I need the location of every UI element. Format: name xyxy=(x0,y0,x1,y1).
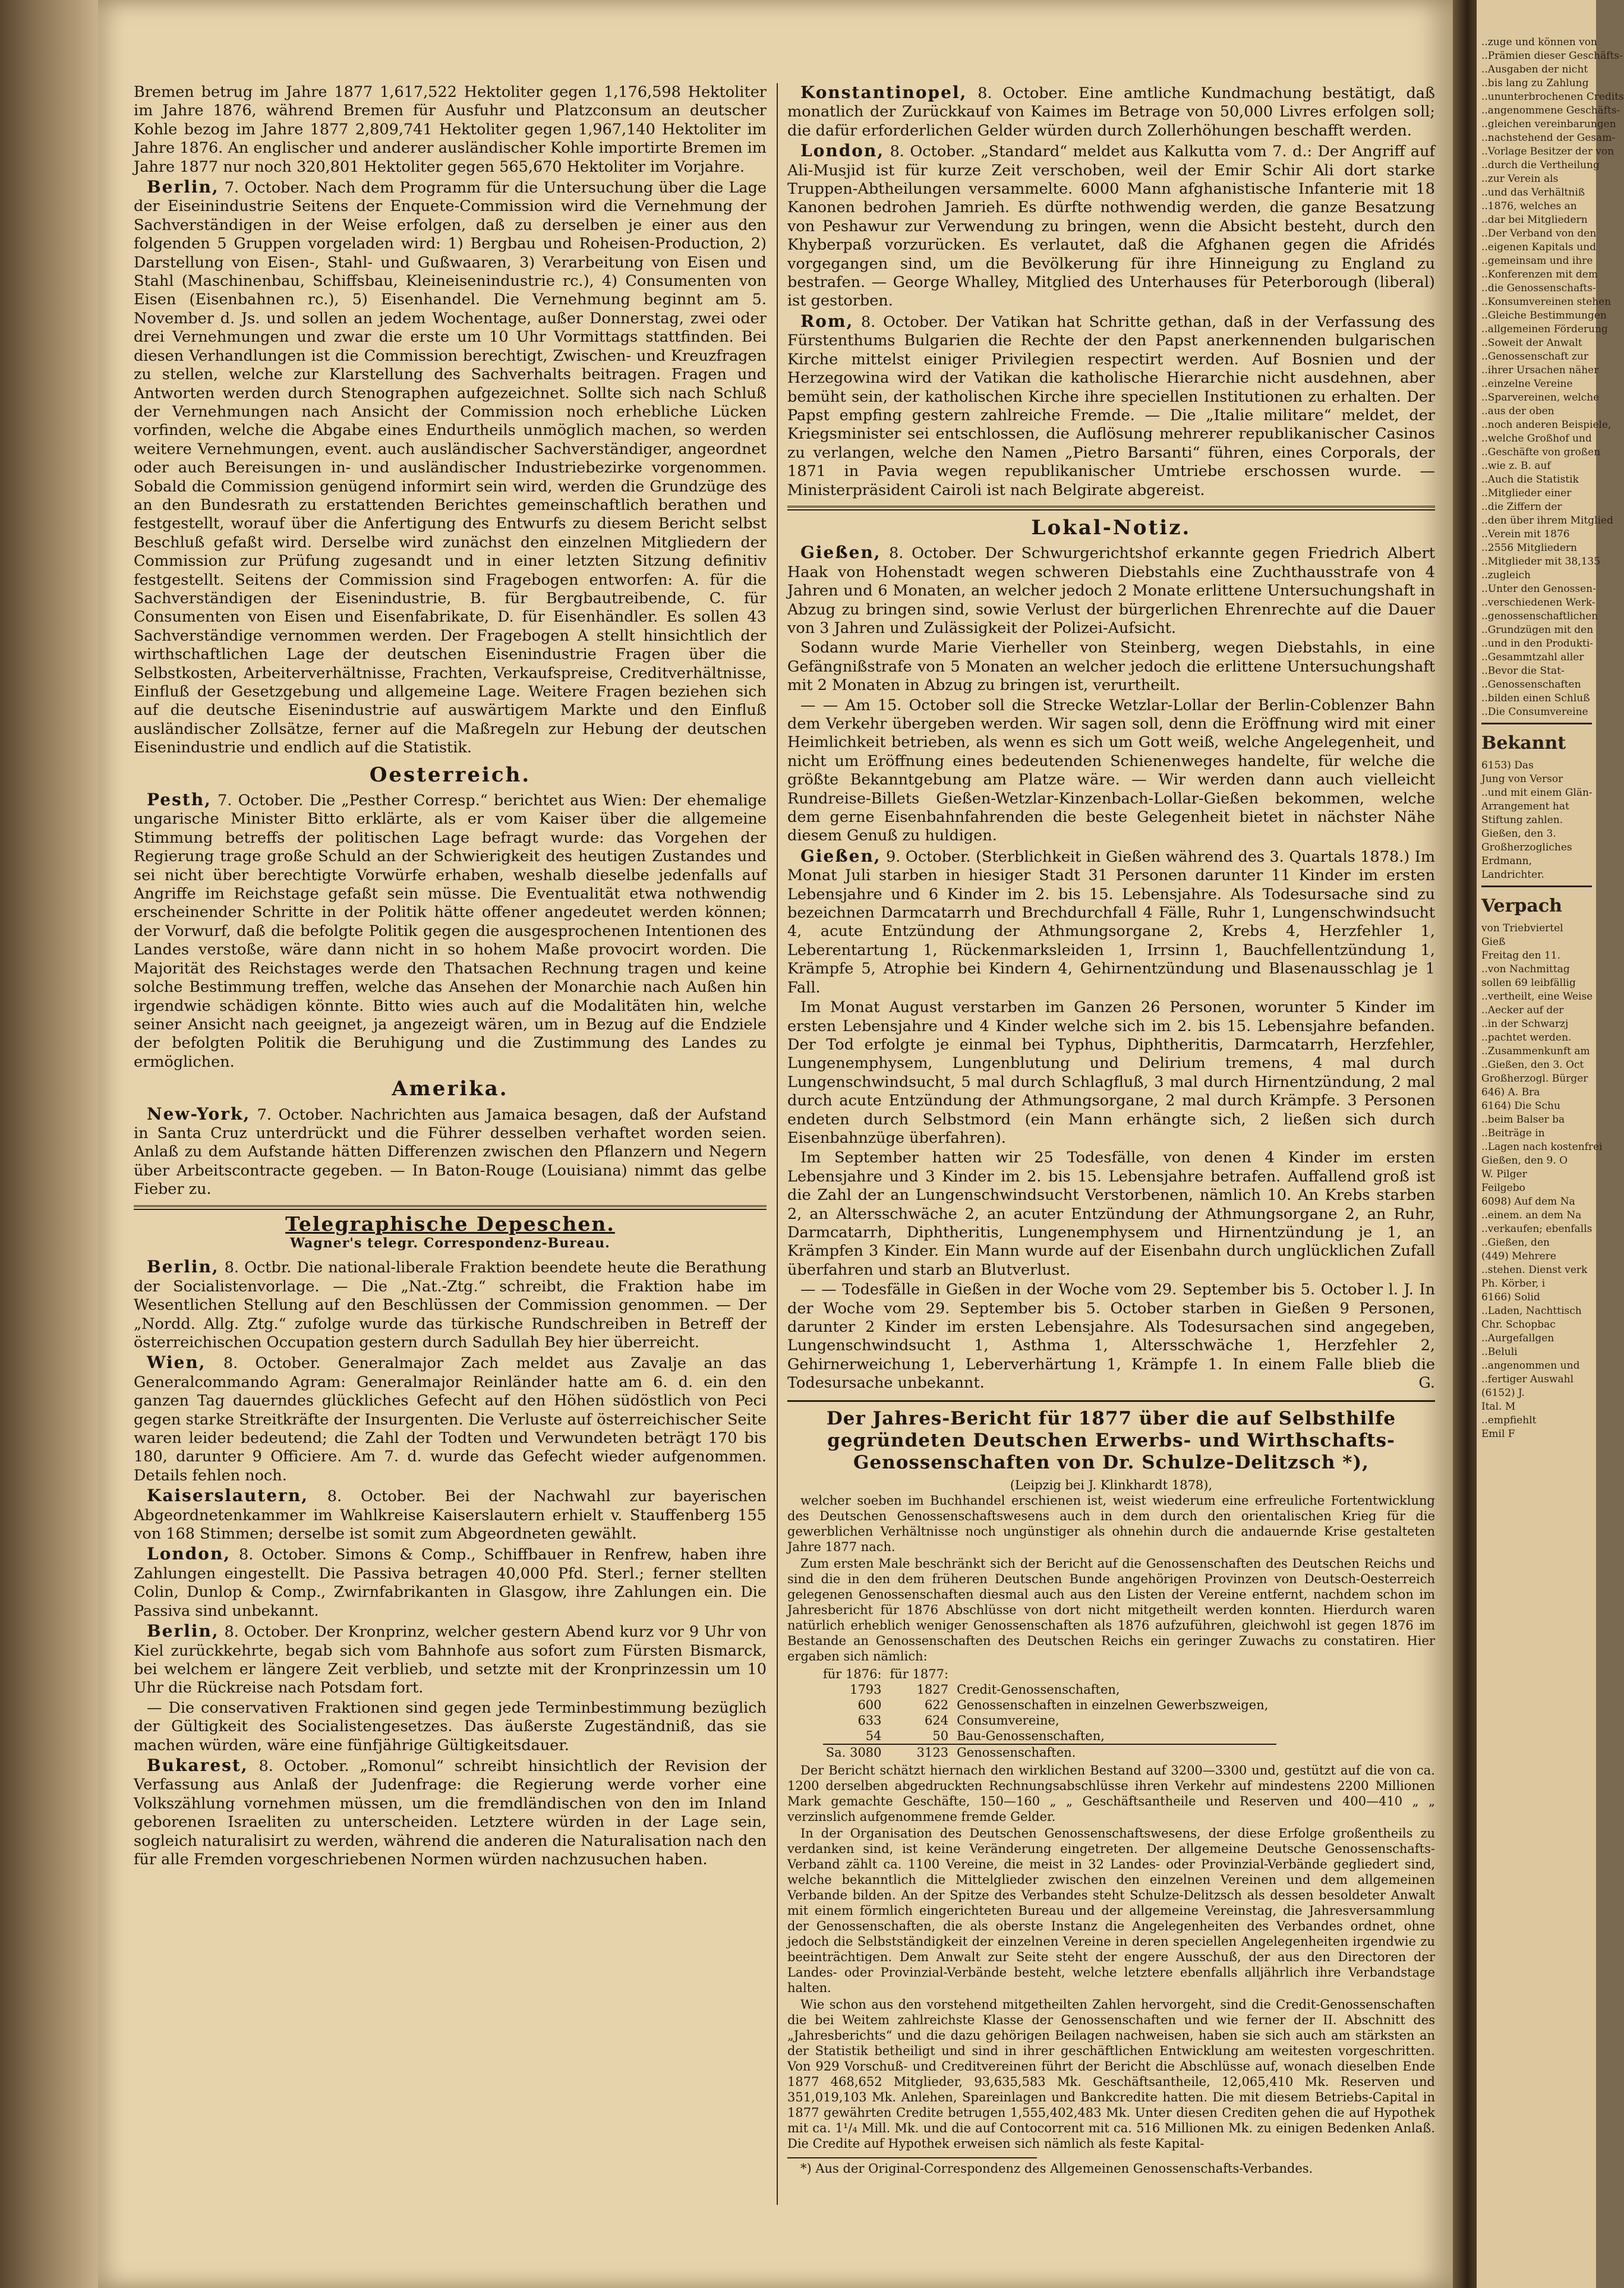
adjacent-text-line: ..Verein mit 1876 xyxy=(1481,528,1570,540)
adjacent-text-line: ..Genossenschaft zur xyxy=(1481,351,1588,363)
section-heading-amerika: Amerika. xyxy=(392,1077,509,1101)
article-text: 8. October. „Standard“ meldet aus Kalkutta vom 7. d.: Der Angriff auf Ali-Musjid ist für kurze Zeit verschoben, weil der Emir Schir Ali dort starke Truppen-Abtheilungen versammelte. 6000 Mann afghanistische Infanterie mit 18 Kanonen bedrohen Jamrieh. Es dürfte nothwendig werden, die ganze Besatzung von Peshawur zur Verwendung zu bringen, wenn die Absicht besteht, durch den Khyberpaß vorzurücken. Es verlautet, daß die Afghanen gegen die Afridés vorgegangen sind, um die Bevölkerung für ihre Hinneigung zu England zu bestrafen. — George Whalley, Mitglied des Unterhauses für Peterborough (liberal) ist gestorben. xyxy=(787,143,1435,310)
adjacent-text-line: ..Konsumvereinen stehen xyxy=(1481,296,1612,308)
adjacent-text-line: ..einzelne Vereine xyxy=(1481,378,1573,390)
article-text: 8. October. Bei der Nachwahl zur bayerischen Abgeordnetenkammer im Wahlkreise Kaiserslautern erhielt v. Stauffenberg 155 von 168 Stimmen; derselbe ist somit zum Abgeordneten gewählt. xyxy=(134,1487,767,1543)
jahresbericht-paragraph-5: Wie schon aus den vorstehend mitgetheilten Zahlen hervorgeht, sind die Credit-Genossenschaften die bei Weitem zahlreichste Klasse der Genossenschaften und wie ferner der II. Abschnitt des „Jahresberichts“ und die dazu gehörigen Beilagen nachweisen, haben sie sich auch am stärksten an der Statistik betheiligt und sind in ihrer geschäftlichen Entwicklung am weitesten vorgeschritten. Von 929 Vorschuß- und Creditvereinen führt der Bericht die Abschlüsse auf, wonach dieselben Ende 1877 468,652 Mitglieder, 93,635,583 Mk. Geschäftsantheile, 12,065,410 Mk. Reserven und 351,019,103 Mk. Anlehen, Spareinlagen und Bankcredite hatten. Die mit diesem Betriebs-Capital in 1877 gewährten Credite betrugen 1,555,402,483 Mk. Unter diesen Crediten gehen die auf Hypothek mit ca. 1¹/₄ Mill. Mk. und die auf Contocorrent mit ca. 516 Millionen Mk. zu einigen Bedenken Anlaß. Die Credite auf Hypothek erweisen sich nämlich als feste Kapital- xyxy=(787,1997,1435,2151)
adjacent-text-line: ..bis lang zu Zahlung xyxy=(1481,77,1589,89)
dateline: Gießen, xyxy=(800,846,881,866)
table-row xyxy=(823,1713,1276,1728)
section-rule xyxy=(787,1400,1435,1402)
adjacent-text-line: ..in der Schwarzj xyxy=(1481,1018,1569,1030)
adjacent-page-column xyxy=(1481,36,1624,1441)
adjacent-text-line: Großherzogl. Bürger xyxy=(1481,1073,1588,1085)
article-text: 8. October. „Romonul“ schreibt hinsichtlich der Revision der Verfassung aus Anlaß der Judenfrage: die Regierung werde vorher eine Volkszählung vornehmen müssen, um die fremdländischen von den im Inland geborenen Israeliten zu unterscheiden. Letztere würden in der Lage sein, sogleich naturalisirt zu werden, während die anderen die Naturalisation nach den für alle Fremden vorgeschriebenen Normen würden nachzusuchen haben. xyxy=(134,1757,767,1868)
adjacent-text-line: ..Vorlage Besitzer der von xyxy=(1481,146,1614,157)
dateline: Wien, xyxy=(147,1353,206,1373)
adjacent-text-line: (6152) J. xyxy=(1481,1387,1525,1399)
table-row xyxy=(823,1728,1276,1744)
jahresbericht-paragraph-2: Zum ersten Male beschränkt sich der Bericht auf die Genossenschaften des Deutschen Reichs und sind die in den dem früheren Deutschen Bunde angehörigen Provinzen von Deutsch-Oesterreich gelegenen Genossenschaften diesmal auch aus den Listen der Vereine entfernt, nachdem schon im Jahresbericht für 1876 Abschlüsse von dort nicht mitgetheilt werden konnten. Hierdurch waren natürlich erheblich weniger Genossenschaften als 1876 aufzuführen, gleichwohl ist gegen 1876 im Bestande an Genossenschaften des Deutschen Reichs ein geringer Zuwachs zu constatiren. Hier ergaben sich nämlich: xyxy=(787,1556,1435,1663)
adjacent-text-line: ..Konferenzen mit dem xyxy=(1481,269,1598,281)
adjacent-text-line: ..2556 Mitgliedern xyxy=(1481,542,1577,554)
adjacent-text-line: 6098) Auf dem Na xyxy=(1481,1196,1575,1208)
table-cell: 1827 xyxy=(916,1682,949,1697)
adjacent-text-line: ..Beluli xyxy=(1481,1346,1518,1358)
adjacent-rule xyxy=(1481,723,1592,728)
table-cell: Genossenschaften. xyxy=(957,1744,1276,1760)
jahresbericht-paragraph-1: welcher soeben im Buchhandel erschienen ist, weist wiederum eine erfreuliche Fortentwicklung des Deutschen Genossenschaftswesens auch in dem durch den orientalischen Krieg für die gewerblichen Verhältnisse noch ungünstiger als ohnehin durch die andauernde Krise gestalteten Jahre 1877 nach. xyxy=(787,1493,1435,1554)
adjacent-text-line: ..gleichen vereinbarungen xyxy=(1481,118,1616,130)
dateline: London, xyxy=(147,1544,231,1564)
adjacent-text-line: ..von Nachmittag xyxy=(1481,963,1570,975)
section-heading-oesterreich: Oesterreich. xyxy=(369,762,531,787)
adjacent-text-line: ..ihrer Ursachen näher xyxy=(1481,364,1599,376)
adjacent-text-top xyxy=(1481,36,1624,719)
adjacent-text-line: ..nachstehend der Gesam- xyxy=(1481,132,1616,144)
adjacent-text-line: Gießen, den 9. O xyxy=(1481,1155,1568,1167)
adjacent-text-line: von Triebviertel xyxy=(1481,922,1563,934)
adjacent-text-line: 6153) Das xyxy=(1481,759,1534,771)
bremen-paragraph: Bremen betrug im Jahre 1877 1,617,522 Hektoliter gegen 1,176,598 Hektoliter im Jahre 1876, während Bremen für Ausfuhr und Platzconsum an deutscher Kohle bezog im Jahre 1877 2,809,741 Hektoliter gegen 1,967,140 Hektoliter im Jahre 1876. An englischer und anderer ausländischer Kohle importirte Bremen im Jahre 1877 nur noch 320,801 Hektoliter gegen 565,670 Hektoliter im Vorjahre. xyxy=(134,83,767,176)
adjacent-text-line: sollen 69 leibfällig xyxy=(1481,977,1576,989)
section-heading-lokal: Lokal-Notiz. xyxy=(1031,515,1191,540)
table-cell: Bau-Genossenschaften, xyxy=(957,1728,1105,1743)
jahresbericht-title: Der Jahres-Bericht für 1877 über die auf Selbsthilfe gegründeten Deutschen Erwerbs- und Wirthschafts-Genossenschaften von Dr. Schulze-Delitzsch *), xyxy=(826,1407,1396,1473)
adjacent-text-line: ..zur Verein als xyxy=(1481,173,1559,185)
book-binding-edge xyxy=(0,0,98,2288)
adjacent-text-line: ..wie z. B. auf xyxy=(1481,460,1551,472)
article-text: — — Todesfälle in Gießen in der Woche vom 29. September bis 5. October l. J. In der Woche vom 29. September bis 5. October starben in Gießen 9 Personen, darunter 2 Kinder im ersten Lebensjahre. Als Todesursachen sind angegeben, Lungenschwindsucht 1, Asthma 1, Altersschwäche 1, Herzfehler 2, Gehirnerweichung 1, Leberverhärtung 1, Krämpfe 1. In einem Falle blieb die Todesursache unbekannt. xyxy=(787,1281,1435,1392)
adjacent-text-line: Landrichter. xyxy=(1481,869,1544,881)
adjacent-text-line: ..Beiträge in xyxy=(1481,1127,1545,1139)
adjacent-text-line: ..Gießen, den 3. Oct xyxy=(1481,1059,1584,1071)
adjacent-rule xyxy=(1481,885,1592,891)
giessen-mortality-week xyxy=(787,1281,1435,1392)
pesth-article xyxy=(134,790,767,1071)
telegraph-berlin-2 xyxy=(134,1622,767,1698)
adjacent-text-line: ..Gleiche Bestimmungen xyxy=(1481,310,1607,322)
telegraph-berlin-2-continued: — Die conservativen Fraktionen sind gegen jede Terminbestimmung bezüglich der Gültigkeit des Socialistengesetzes. Das äußerste Zugeständniß, das sie machen würden, wäre eine fünfjährige Gültigkeitsdauer. xyxy=(134,1698,767,1754)
adjacent-text-bottom xyxy=(1481,922,1603,1441)
dateline: Konstantinopel, xyxy=(800,83,967,102)
adjacent-text-line: ..Prämien dieser Geschäfts- xyxy=(1481,50,1623,62)
table-cell: Consumvereine, xyxy=(957,1713,1059,1728)
table-row xyxy=(823,1682,1276,1697)
article-text: 7. October. Die „Pesther Corresp.“ berichtet aus Wien: Der ehemalige ungarische Minister Bitto erklärte, als er vom Kaiser über die allgemeine Stimmung betreffs der politischen Lage befragt wurde: das Vorgehen der Regierung trage große Schuld an der Schwierigkeit des heutigen Zustandes und sei nicht über berechtigte Vorwürfe erhaben, weshalb dieselbe jedenfalls auf Angriffe im Reichstage gefaßt sein müsse. Die Eventualität etwa nothwendig erscheinender Schritte in der Politik hätte offener angedeutet werden können; der Vorwurf, daß die befolgte Politik gegen die ausgesprochenen Intentionen des Landes verstoße, wäre dann nicht in so hohem Maße provocirt worden. Die Majorität des Reichstages werde den Thatsachen Rechnung tragen und keine solche Bestimmung treffen, welche das Ansehen der Monarchie nach Außen hin irgendwie schädigen könnte. Bitto wies auch auf die Modalitäten hin, welche seiner Ansicht nach geeignet, ja angezeigt wären, um in Bezug auf die Endziele der befolgten Politik die Beruhigung und die Zustimmung des Landes zu ermöglichen. xyxy=(134,792,767,1071)
adjacent-text-line: ..Lagen nach kostenfrei xyxy=(1481,1141,1603,1153)
adjacent-text-line: ..und mit einem Glän- xyxy=(1481,787,1593,799)
berlin-article xyxy=(134,178,767,758)
column-divider xyxy=(777,83,778,2205)
giessen-court-article xyxy=(787,543,1435,638)
dateline: Rom, xyxy=(800,311,854,331)
jahresbericht-paragraph-3: Der Bericht schätzt hiernach den wirklichen Bestand auf 3200—3300 und, gestützt auf die von ca. 1200 derselben abgedruckten Rechnungsabschlüsse ihren Verkehr auf mindestens 2200 Millionen Mark gemachte Geschäfte, 150—160 „ „ Geschäftsantheile und Reserven und 400—410 „ „ verzinslich aufgenommene fremde Gelder. xyxy=(787,1763,1435,1824)
left-column xyxy=(134,83,767,2199)
adjacent-text-line: Ph. Körber, i xyxy=(1481,1278,1546,1290)
adjacent-text-line: ..Aurgefallgen xyxy=(1481,1332,1554,1344)
adjacent-text-line: Arrangement hat xyxy=(1481,801,1569,812)
adjacent-text-line: 6166) Solid xyxy=(1481,1291,1540,1303)
table-cell xyxy=(823,1744,890,1760)
section-heading-telegraph: Telegraphische Depeschen. xyxy=(285,1212,615,1236)
adjacent-text-line: ..Genossenschaften xyxy=(1481,679,1581,691)
adjacent-text-line: ..Der Verband von den xyxy=(1481,228,1597,239)
table-cell: 3123 xyxy=(890,1744,957,1760)
dateline: Berlin, xyxy=(147,1621,219,1641)
adjacent-text-line: Großherzogliches xyxy=(1481,842,1572,853)
giessen-railway-note: — — Am 15. October soll die Strecke Wetzlar-Lollar der Berlin-Coblenzer Bahn dem Verkehr übergeben werden. Wir sagen soll, denn die Eröffnung wird mit einer Heimlichkeit betrieben, als wenn es sich um Gott weiß, welche Angelegenheit, und nicht um Eröffnung eines bedeutenden Schienenweges handelte, für welche die größte Bekanntgebung am Platze wäre. — Wir werden dann auch vielleicht Rundreise-Billets Gießen-Wetzlar-Kinzenbach-Lollar-Gießen bekommen, welche dem gerne Eisenbahnfahrenden die beste Gelegenheit bietet in nächster Nähe diesem Genuß zu huldigen. xyxy=(787,696,1435,845)
telegraph-bureau-subheading: Wagner's telegr. Correspondenz-Bureau. xyxy=(290,1235,610,1251)
adjacent-text-line: 646) A. Bra xyxy=(1481,1086,1540,1098)
table-cell: Credit-Genossenschaften, xyxy=(957,1682,1120,1697)
adjacent-text-line: ..allgemeinen Förderung xyxy=(1481,323,1608,335)
table-header: für 1877: xyxy=(890,1666,949,1681)
adjacent-text-line: ..fertiger Auswahl xyxy=(1481,1373,1574,1385)
page-gutter xyxy=(1453,0,1477,2288)
adjacent-text-line: ..vertheilt, eine Weise xyxy=(1481,991,1593,1003)
adjacent-text-line: ..empfiehlt xyxy=(1481,1414,1537,1426)
adjacent-text-line: W. Pilger xyxy=(1481,1168,1527,1180)
adjacent-text-line: ..Die Consumvereine xyxy=(1481,706,1588,718)
adjacent-text-line: ..Aecker auf der xyxy=(1481,1004,1564,1016)
telegraph-berlin-1 xyxy=(134,1258,767,1352)
giessen-mortality-article xyxy=(787,847,1435,997)
adjacent-page-fragment xyxy=(1477,0,1624,2288)
giessen-court-continued: Sodann wurde Marie Vierheller von Steinberg, wegen Diebstahls, in eine Gefängnißstrafe von 5 Monaten an welcher jedoch die erlittene Untersuchungshaft mit 2 Monaten in Abzug zu bringen ist, verurtheilt. xyxy=(787,639,1435,695)
article-text: 8. October. Der Schwurgerichtshof erkannte gegen Friedrich Albert Haak von Hohenstadt wegen schweren Diebstahls eine Zuchthausstrafe von 4 Jahren und 6 Monaten, an welcher jedoch 2 Monate erlittene Untersuchungshaft in Abzug zu bringen sind, sowie Verlust der bürgerlichen Ehrenrechte auf die Dauer von 3 Jahren und Zulässigkeit der Polizei-Aufsicht. xyxy=(787,544,1435,637)
adjacent-text-line: ..Bevor die Stat- xyxy=(1481,665,1565,677)
telegraph-wien xyxy=(134,1353,767,1485)
right-column xyxy=(787,83,1435,2199)
table-sum-row xyxy=(823,1744,1276,1760)
adjacent-text-line: ..und das Verhältniß xyxy=(1481,187,1585,198)
table-cell: 600 xyxy=(857,1697,882,1712)
article-text: 8. October. Simons & Comp., Schiffbauer in Renfrew, haben ihre Zahlungen eingestellt. Die Passiva betragen 40,000 Pfd. Sterl.; ferner stellten Colin, Dunlop & Comp., Zwirnfabrikanten in Glasgow, ihre Zahlungen ein. Die Passiva sind unbekannt. xyxy=(134,1546,767,1620)
table-row xyxy=(823,1697,1276,1713)
telegraph-kaiserslautern xyxy=(134,1486,767,1543)
genossenschaften-table xyxy=(823,1666,1276,1760)
article-text: 8. October. Eine amtliche Kundmachung bestätigt, daß monatlich der Zurückkauf von Kaimes im Betrage von 50,000 Livres erfolgen soll; die dafür erforderlichen Gelder würden durch Zollerhöhungen beschafft werden. xyxy=(787,84,1435,140)
adjacent-text-line: ..verkaufen; ebenfalls xyxy=(1481,1223,1593,1235)
adjacent-text-line: ..dar bei Mitgliedern xyxy=(1481,214,1588,226)
table-cell: 633 xyxy=(857,1713,882,1728)
adjacent-text-line: Chr. Schopbac xyxy=(1481,1319,1556,1331)
table-cell: 622 xyxy=(924,1697,949,1712)
table-header-row xyxy=(823,1666,1276,1682)
adjacent-text-line: Feilgebo xyxy=(1481,1182,1525,1194)
giessen-mortality-september: Im September hatten wir 25 Todesfälle, von denen 4 Kinder im ersten Lebensjahre und 3 Kinder im 2. bis 15. Lebensjahre betrafen. Auffallend groß ist die Zahl der an Lungenschwindsucht Verstorbenen, nämlich 10. An Krebs starben 2, an Altersschwäche 2, an acuter Entzündung der Athmungsorgane 2, an Ruhr, Darmcatarrh, Diphtheritis, Lungenemphysem und Hirnentzündung je 1, an Krämpfen 3 Kinder. Ein Mann wurde auf der Eisenbahn durch unglücklichen Zufall überfahren und starb an Blutverlust. xyxy=(787,1149,1435,1279)
table-header: für 1876: xyxy=(823,1666,882,1681)
adjacent-text-line: ..Auch die Statistik xyxy=(1481,474,1579,486)
adjacent-text-line: ..noch anderen Beispiele, xyxy=(1481,419,1612,431)
dateline: Kaiserslautern, xyxy=(147,1486,308,1506)
adjacent-text-line: ..pachtet werden. xyxy=(1481,1032,1572,1044)
adjacent-text-line: Gieß xyxy=(1481,936,1506,948)
adjacent-text-line: ..Ausgaben der nicht xyxy=(1481,64,1588,75)
telegraph-bukarest xyxy=(134,1756,767,1869)
konstantinopel-article xyxy=(787,83,1435,140)
london-article xyxy=(787,141,1435,311)
adjacent-text-line: ..Mitglieder mit 38,135 xyxy=(1481,556,1601,568)
section-rule xyxy=(787,506,1435,510)
adjacent-text-line: ..Grundzügen mit den xyxy=(1481,624,1594,636)
adjacent-text-line: ..Gießen, den xyxy=(1481,1237,1550,1249)
sum-prefix: Sa. xyxy=(825,1745,846,1760)
footnote: *) Aus der Original-Correspondenz des Allgemeinen Genossenschafts-Verbandes. xyxy=(800,2161,1313,2176)
adjacent-text-line: ..eigenen Kapitals und xyxy=(1481,241,1597,253)
adjacent-text-line: ..Laden, Nachttisch xyxy=(1481,1305,1582,1317)
author-signature: G. xyxy=(1418,1374,1435,1392)
dateline: Bukarest, xyxy=(147,1755,248,1775)
dateline: Gießen, xyxy=(800,543,881,563)
adjacent-text-line: ..aus der oben xyxy=(1481,405,1554,417)
adjacent-text-line: ..die Ziffern der xyxy=(1481,501,1562,513)
adjacent-text-line: ..die Genossenschafts- xyxy=(1481,282,1596,294)
table-cell: 50 xyxy=(932,1728,949,1743)
adjacent-text-line: ..1876, welches an xyxy=(1481,200,1577,212)
adjacent-text-line: ..durch die Vertheilung xyxy=(1481,159,1600,171)
jahresbericht-publisher: (Leipzig bei J. Klinkhardt 1878), xyxy=(1010,1477,1213,1492)
footnote-rule xyxy=(787,2157,1037,2158)
adjacent-text-line: ..einem. an dem Na xyxy=(1481,1209,1582,1221)
table-cell: Genossenschaften in einzelnen Gewerbszweigen, xyxy=(957,1697,1269,1712)
adjacent-heading-bekannt: Bekannt xyxy=(1481,733,1566,754)
adjacent-text-line: ..genossenschaftlichen xyxy=(1481,610,1598,622)
section-rule xyxy=(134,1205,767,1210)
dateline: Berlin, xyxy=(147,1257,219,1277)
adjacent-text-line: Freitag den 11. xyxy=(1481,950,1561,962)
dateline: Pesth, xyxy=(147,790,212,810)
article-text: 8. October. Generalmajor Zach meldet aus Zavalje an das Generalcommando Agram: Generalmajor Reinländer hatte am 6. d. ein den ganzen Tag dauerndes glückliches Gefecht auf den Höhen südöstlich von Peci gegen starke Streitkräfte der Insurgenten. Die Verluste auf österreichischer Seite waren leider bedeutend; die Zahl der Todten und Verwundeten beträgt 170 bis 180, darunter 9 Officiere. Am 7. d. wurde das Gefecht wieder aufgenommen. Details fehlen noch. xyxy=(134,1354,767,1485)
telegraph-london xyxy=(134,1545,767,1621)
table-cell: 624 xyxy=(924,1713,949,1728)
table-cell: 1793 xyxy=(850,1682,882,1697)
jahresbericht-paragraph-4: In der Organisation des Deutschen Genossenschaftswesens, der diese Erfolge großentheils zu verdanken sind, ist keine Veränderung eingetreten. Der allgemeine Deutsche Genossenschafts-Verband zählt ca. 1100 Vereine, die meist in 32 Landes- oder Provinzial-Verbände gegliedert sind, welche bekanntlich die Mittelglieder zwischen den einzelnen Vereinen und dem allgemeinen Verbande bilden. An der Spitze des Verbandes steht Schulze-Delitzsch als dessen besoldeter Anwalt mit einem förmlich eingerichteten Bureau und der allgemeine Vereinstag, die Jahresversammlung der Genossenschaften, die als oberste Instanz die Angelegenheiten des Verbandes ordnet, ohne jedoch die Selbstständigkeit der einzelnen Vereine in deren speciellen Angelegenheiten irgendwie zu beeinträchtigen. Dem Anwalt zur Seite steht der engere Ausschuß, der aus den Directoren der Landes- oder Provinzial-Verbände besteht, welche letztere ebenfalls alljährlich ihre Verbandstage halten. xyxy=(787,1826,1435,1995)
article-text: 8. Octbr. Die national-liberale Fraktion beendete heute die Berathung der Socialistenvorlage. — Die „Nat.-Ztg.“ schreibt, die Fraktion habe im Wesentlichen Stellung auf den Beschlüssen der Commission genommen. — Der „Nordd. Allg. Ztg.“ zufolge wurde das türkische Rundschreiben in Betreff der österreichischen Occupation gestern durch Sadullah Bey hier überreicht. xyxy=(134,1259,767,1351)
adjacent-text-line: ..und in den Produkti- xyxy=(1481,638,1594,650)
adjacent-heading-verpacht: Verpach xyxy=(1481,896,1562,916)
adjacent-text-line: ..gemeinsam und ihre xyxy=(1481,255,1593,267)
article-text: 7. October. Nachrichten aus Jamaica besagen, daß der Aufstand in Santa Cruz unterdrückt und die Führer desselben verhaftet worden seien. Anlaß zu dem Aufstande hätten Differenzen zwischen den Pflanzern und Negern über Arbeitscontracte gegeben. — In Baton-Rouge (Louisiana) nimmt das gelbe Fieber zu. xyxy=(134,1105,767,1199)
article-text: 7. October. Nach dem Programm für die Untersuchung über die Lage der Eiseinindustrie Seitens der Enquete-Commission wird die Vernehmung der Sachverständigen in der Weise erfolgen, daß zu derselben je einer aus den folgenden 5 Gruppen vorgeladen wird: 1) Bergbau und Roheisen-Production, 2) Darstellung von Eisen-, Stahl- und Gußwaaren, 3) Verarbeitung von Eisen und Stahl (Maschinenbau, Schiffsbau, Kleineisenindustrie rc.), 4) Consumenten von Eisen (Eisenbahnen rc.), 5) Eisenhandel. Die Vernehmung beginnt am 5. November d. Js. und sollen an jedem Wochentage, außer Donnerstag, zwei oder drei Vernehmungen und zwar die erste um 10 Uhr Vormittags stattfinden. Bei diesen Verhandlungen ist die Commission berechtigt, Zwischen- und Kreuzfragen zu stellen, welche zur Klarstellung des Sachverhalts beitragen. Fragen und Antworten werden durch Stenographen aufgezeichnet. Sollte sich nach Schluß der Vernehmungen nach Ansicht der Commission noch erhebliche Lücken vorfinden, welche die Abgabe eines Endurtheils unmöglich machen, so werden weitere Vernehmungen, event. auch ausländischer Sachverständiger, angeordnet oder auch Bereisungen in- und ausländischer Industriebezirke vorgenommen. Sobald die Commission genügend informirt sein wird, werden die Grundzüge des an den Bundesrath zu erstattenden Berichtes gemeinschaftlich berathen und festgestellt, worauf über die Anfertigung des Entwurfs zu diesem Bericht selbst Beschluß gefaßt wird. Derselbe wird zunächst den einzelnen Mitgliedern der Commission zur Prüfung zugesandt und in einer letzten Sitzung definitiv festgestellt. Seitens der Commission sind Fragebogen entworfen: A. für die Sachverständigen der Eisenindustrie, B. für Bergbautreibende, C. für Consumenten von Eisen und Eisenfabrikate, D. für Eisenhändler. Es sollen 43 Sachverständige vernommen werden. Der Fragebogen A stellt hinsichtlich der wirthschaftlichen Lage der deutschen Eisenindustrie Fragen über die Selbstkosten, Arbeiterverhältnisse, Frachten, Verkaufspreise, Creditverhältnisse, Einfluß der Gesetzgebung und allgemeine Lage. Weitere Fragen beziehen sich auf die deutsche Eisenindustrie auf auswärtigem Markte und den Einfluß ausländischer Zollsätze, ferner auf die Maßregeln zur Hebung der deutschen Eisenindustrie und endlich auf die Statistik. xyxy=(134,179,767,757)
rom-article xyxy=(787,312,1435,500)
adjacent-text-line: ..zuge und können von xyxy=(1481,36,1597,48)
adjacent-text-line: 6164) Die Schu xyxy=(1481,1100,1560,1112)
adjacent-text-line: Jung von Versor xyxy=(1481,773,1563,785)
adjacent-text-line: ..Mitglieder einer xyxy=(1481,487,1572,499)
adjacent-text-line: (449) Mehrere xyxy=(1481,1250,1556,1262)
adjacent-text-line: ..den über ihrem Mitglied xyxy=(1481,515,1613,527)
sum-value: 3080 xyxy=(850,1745,882,1760)
article-text: 8. October. Der Vatikan hat Schritte gethan, daß in der Verfassung des Fürstenthums Bulgarien die Rechte der den Papst anerkennenden bulgarischen Kirche mittelst einiger Privilegien respectirt werden. Auf Bosnien und der Herzegowina wird der Vatikan die katholische Hierarchie nicht ausdehnen, aber bemüht sein, der katholischen Kirche ihre speciellen Institutionen zu erhalten. Der Papst empfing gestern zahlreiche Fremde. — Die „Italie militare“ meldet, der Kriegsminister sei entschlossen, die Auflösung mehrerer republikanischer Casinos zu verlangen, welche den Namen „Pietro Barsanti“ führen, eines Corporals, der 1871 in Pavia wegen republikanischer Umtriebe erschossen wurde. — Ministerpräsident Cairoli ist nach Belgirate abgereist. xyxy=(787,313,1436,499)
adjacent-text-line: ..verschiedenen Werk- xyxy=(1481,597,1595,609)
adjacent-text-line: ..welche Großhof und xyxy=(1481,433,1592,445)
adjacent-text-line: ..Unter den Genossen- xyxy=(1481,583,1596,595)
adjacent-text-mid xyxy=(1481,759,1592,882)
adjacent-text-line: ..Soweit der Anwalt xyxy=(1481,337,1582,349)
article-text: 9. October. (Sterblichkeit in Gießen während des 3. Quartals 1878.) Im Monat Juli starben in hiesiger Stadt 31 Personen darunter 11 Kinder im ersten Lebensjahre und 6 Kinder im 2. bis 15. Lebensjahre. Als Todesursache sind zu bezeichnen Darmcatarrh und Brechdurchfall 4 Fälle, Ruhr 1, Lungenschwindsucht 4, acute Entzündung der Athmungsorgane 2, Krebs 4, Herzfehler 1, Leberentartung 1, Rückenmarksleiden 1, Irrsinn 1, Bauchfellentzündung 1, Krämpfe 5, Atrophie bei Kindern 4, Gehirnentzündung und Blasenausschlag je 1 Fall. xyxy=(787,847,1436,997)
adjacent-text-line: Stiftung zahlen. xyxy=(1481,814,1563,826)
article-text: 8. October. Der Kronprinz, welcher gestern Abend kurz vor 9 Uhr von Kiel zurückkehrte, begab sich vom Bahnhofe aus sofort zum Fürsten Bismarck, bei welchem er längere Zeit verblieb, und setzte mit der Kronprinzessin um 10 Uhr die Rückreise nach Potsdam fort. xyxy=(134,1623,767,1697)
dateline: Berlin, xyxy=(147,177,219,197)
adjacent-text-line: ..beim Balser ba xyxy=(1481,1114,1565,1126)
adjacent-text-line: ..angenommene Geschäfts- xyxy=(1481,105,1620,116)
adjacent-text-line: Ital. M xyxy=(1481,1401,1516,1413)
adjacent-text-line: ..bilden einen Schluß xyxy=(1481,692,1590,704)
adjacent-text-line: ..ununterbrochenen Credits xyxy=(1481,91,1624,103)
adjacent-text-line: ..stehen. Dienst verk xyxy=(1481,1264,1588,1276)
adjacent-text-line: ..zugleich xyxy=(1481,569,1531,581)
dateline: New-York, xyxy=(147,1104,251,1124)
giessen-mortality-august: Im Monat August verstarben im Ganzen 26 Personen, worunter 5 Kinder im ersten Lebensjahre und 4 Kinder welche sich im 2. bis 15. Lebensjahre befanden. Der Tod erfolgte je einmal bei Typhus, Diphtheritis, Darmcatarrh, Herzfehler, Lungenemphysem, Lungenblutung und Delirium tremens, 4 mal durch Lungenschwindsucht, 5 mal durch Schlagfluß, 3 mal durch Hirnentzündung, 2 mal durch acute Entzündung der Athmungsorgane, 2 mal durch Krämpfe. 3 Personen endeten durch Selbstmord (ein Mann erhängte sich, 2 ließen sich durch Eisenbahnzüge überfahren). xyxy=(787,998,1435,1147)
adjacent-text-line: ..Gesammtzahl aller xyxy=(1481,651,1584,663)
adjacent-text-line: ..Zusammenkunft am xyxy=(1481,1045,1590,1057)
adjacent-text-line: ..Geschäfte von großen xyxy=(1481,446,1601,458)
table-cell: 54 xyxy=(865,1728,882,1743)
dateline: London, xyxy=(800,141,885,161)
adjacent-text-line: ..angenommen und xyxy=(1481,1360,1580,1372)
adjacent-text-line: Gießen, den 3. xyxy=(1481,828,1556,840)
adjacent-text-line: ..Sparvereinen, welche xyxy=(1481,392,1600,404)
newyork-article xyxy=(134,1105,767,1199)
adjacent-text-line: Erdmann, xyxy=(1481,855,1532,867)
adjacent-text-line: Emil F xyxy=(1481,1428,1515,1440)
